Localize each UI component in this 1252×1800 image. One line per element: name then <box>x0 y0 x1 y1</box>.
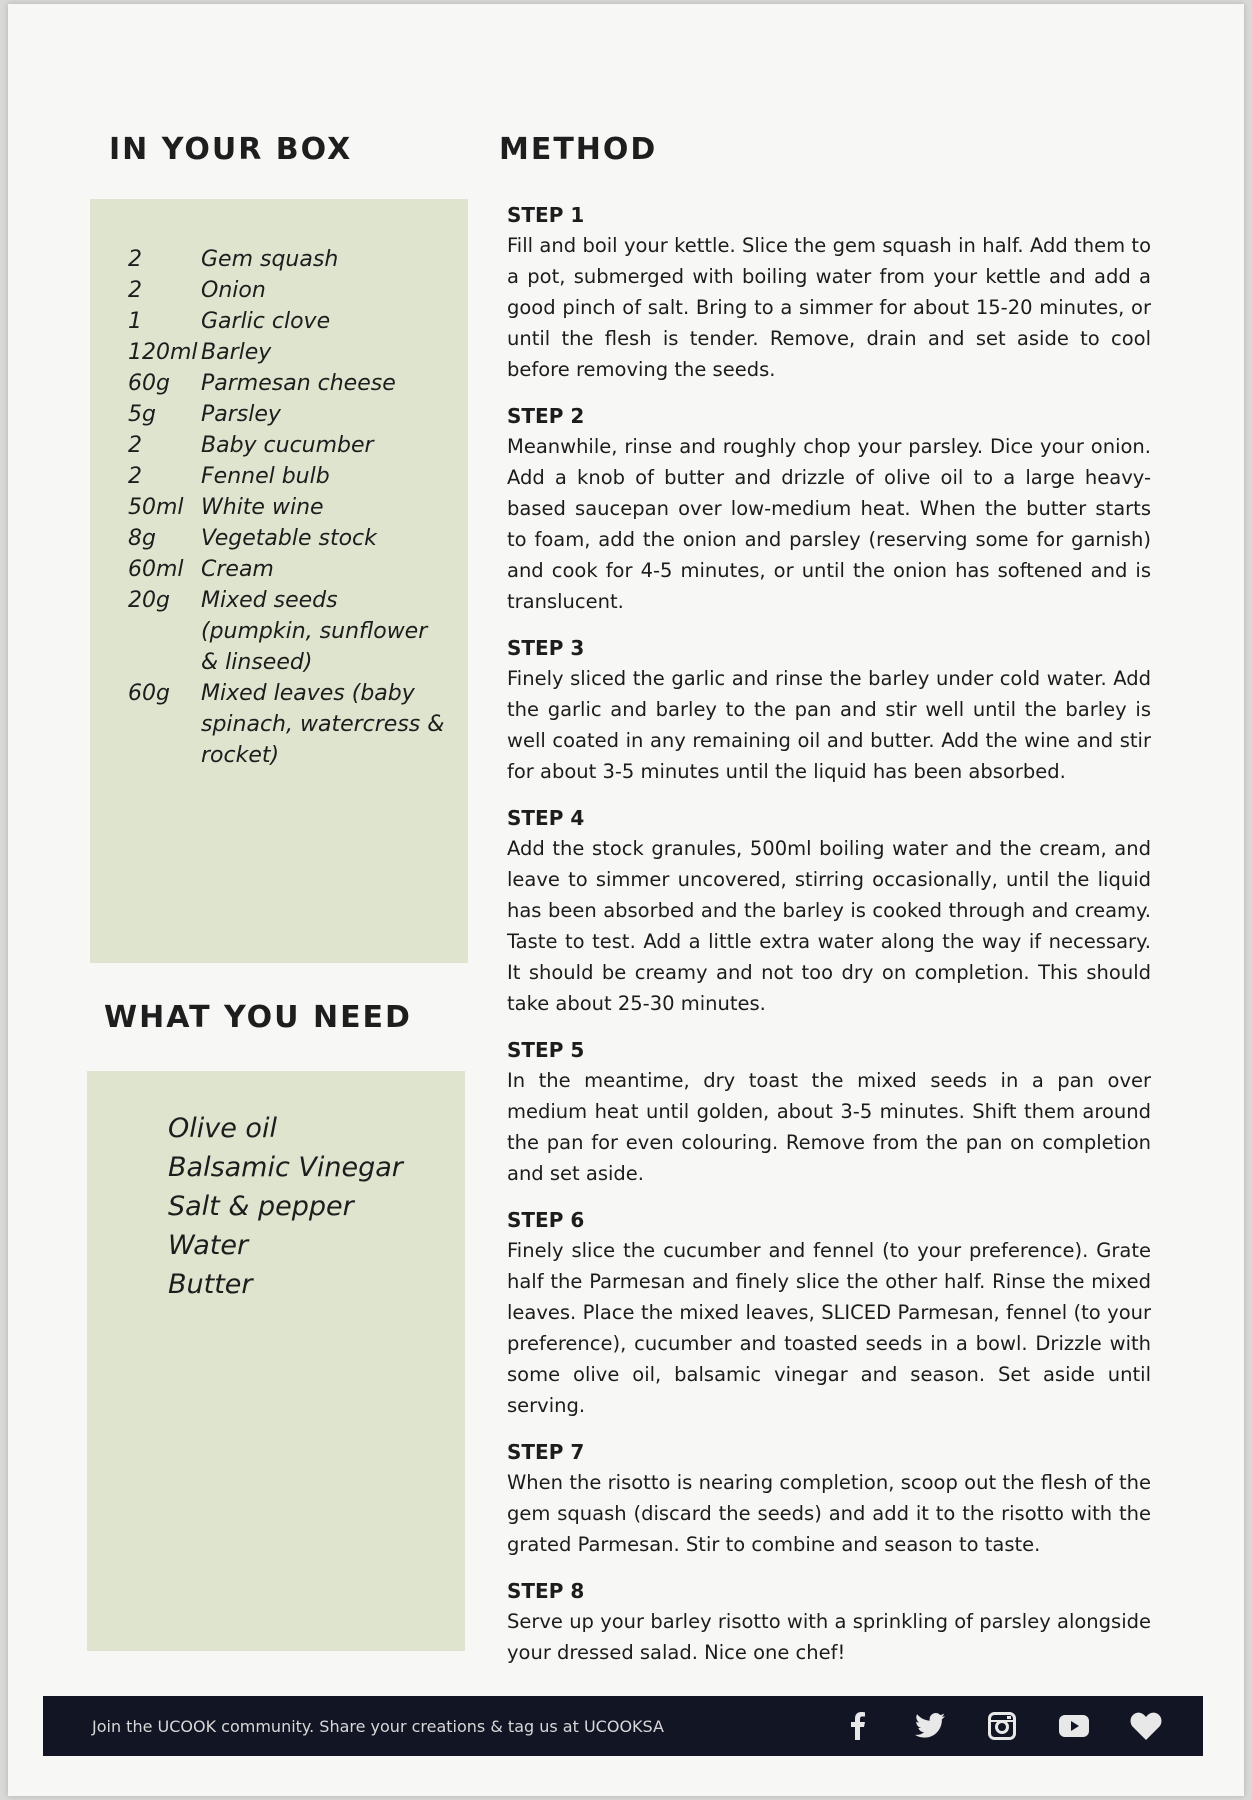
ingredient-name: Mixed leaves (baby spinach, watercress & rocket) <box>201 681 445 768</box>
ingredient-item <box>128 244 448 275</box>
ingredient-item <box>128 678 448 771</box>
method-step <box>507 1437 1151 1560</box>
ingredient-item <box>128 554 448 585</box>
ingredient-quantity: 2 <box>128 278 142 303</box>
ingredient-name: Gem squash <box>201 247 339 272</box>
ingredient-item <box>128 368 448 399</box>
ingredients-list <box>128 244 448 771</box>
what-you-need-heading: WHAT YOU NEED <box>104 1000 412 1035</box>
ingredient-item <box>128 492 448 523</box>
step-title: STEP 4 <box>507 806 585 830</box>
need-item: Butter <box>168 1269 253 1300</box>
method-step <box>507 1205 1151 1421</box>
footer-text: Join the UCOOK community. Share your creations & tag us at UCOOKSA <box>92 1716 664 1736</box>
need-item: Olive oil <box>168 1113 277 1144</box>
twitter-icon[interactable] <box>913 1709 947 1743</box>
ingredient-item <box>128 523 448 554</box>
step-text: When the risotto is nearing completion, scoop out the flesh of the gem squash (discard the seeds) and add it to the risotto with the grated Parmesan. Stir to combine and season to taste. <box>507 1471 1151 1556</box>
facebook-icon[interactable] <box>841 1709 875 1743</box>
ingredient-quantity: 1 <box>128 309 142 334</box>
ingredient-quantity: 5g <box>128 402 156 427</box>
ingredient-name: Cream <box>201 557 274 582</box>
step-text: In the meantime, dry toast the mixed seeds in a pan over medium heat until golden, about 3-5 minutes. Shift them around the pan for even colouring. Remove from the pan on completion and set aside. <box>507 1069 1151 1185</box>
method-step <box>507 803 1151 1019</box>
footer-bar <box>43 1696 1203 1756</box>
ingredient-item <box>128 306 448 337</box>
ingredient-item <box>128 399 448 430</box>
need-item: Balsamic Vinegar <box>168 1152 403 1183</box>
ingredient-quantity: 60g <box>128 681 170 706</box>
ingredient-name: Fennel bulb <box>201 464 330 489</box>
method-steps <box>507 200 1151 1684</box>
ingredient-quantity: 60g <box>128 371 170 396</box>
ingredient-name: Garlic clove <box>201 309 331 334</box>
method-step <box>507 200 1151 385</box>
ingredient-quantity: 2 <box>128 464 142 489</box>
ingredient-quantity: 60ml <box>128 557 184 582</box>
ingredient-name: Baby cucumber <box>201 433 374 458</box>
heart-icon[interactable] <box>1129 1709 1163 1743</box>
instagram-icon[interactable] <box>985 1709 1019 1743</box>
method-step <box>507 1576 1151 1668</box>
ingredient-quantity: 8g <box>128 526 156 551</box>
method-step <box>507 633 1151 787</box>
in-your-box-heading: IN YOUR BOX <box>109 132 353 167</box>
step-text: Fill and boil your kettle. Slice the gem squash in half. Add them to a pot, submerged with boiling water from your kettle and add a good pinch of salt. Bring to a simmer for about 15-20 minutes, or until the flesh is tender. Remove, drain and set aside to cool before removing the seeds. <box>507 234 1151 381</box>
what-you-need-list <box>168 1109 403 1304</box>
method-heading: METHOD <box>499 132 658 167</box>
step-text: Serve up your barley risotto with a sprinkling of parsley alongside your dressed salad. Nice one chef! <box>507 1610 1151 1664</box>
need-item: Salt & pepper <box>168 1191 354 1222</box>
ingredient-item <box>128 430 448 461</box>
ingredient-quantity: 50ml <box>128 495 184 520</box>
ingredient-quantity: 2 <box>128 247 142 272</box>
step-title: STEP 3 <box>507 636 585 660</box>
step-text: Finely sliced the garlic and rinse the barley under cold water. Add the garlic and barley to the pan and stir well until the barley is well coated in any remaining oil and butter. Add the wine and stir for about 3-5 minutes until the liquid has been absorbed. <box>507 667 1151 783</box>
ingredient-name: Vegetable stock <box>201 526 377 551</box>
ingredient-quantity: 120ml <box>128 340 198 365</box>
youtube-icon[interactable] <box>1057 1709 1091 1743</box>
step-text: Add the stock granules, 500ml boiling water and the cream, and leave to simmer uncovered, stirring occasionally, until the liquid has been absorbed and the barley is cooked through and creamy. Taste to test. Add a little extra water along the way if necessary. It should be creamy and not too dry on completion. This should take about 25-30 minutes. <box>507 837 1151 1015</box>
step-title: STEP 8 <box>507 1579 585 1603</box>
step-title: STEP 5 <box>507 1038 585 1062</box>
step-text: Finely slice the cucumber and fennel (to your preference). Grate half the Parmesan and finely slice the other half. Rinse the mixed leaves. Place the mixed leaves, SLICED Parmesan, fennel (to your preference), cucumber and toasted seeds in a bowl. Drizzle with some olive oil, balsamic vinegar and season. Set aside until serving. <box>507 1239 1151 1417</box>
ingredient-item <box>128 337 448 368</box>
ingredient-item <box>128 461 448 492</box>
ingredient-name: White wine <box>201 495 324 520</box>
social-icons <box>841 1709 1163 1743</box>
step-text: Meanwhile, rinse and roughly chop your parsley. Dice your onion. Add a knob of butter and drizzle of olive oil to a large heavy-based saucepan over low-medium heat. When the butter starts to foam, add the onion and parsley (reserving some for garnish) and cook for 4-5 minutes, or until the onion has softened and is translucent. <box>507 435 1151 613</box>
ingredient-item <box>128 275 448 306</box>
ingredient-name: Mixed seeds (pumpkin, sunflower & linseed) <box>201 588 428 675</box>
recipe-card <box>8 4 1244 1796</box>
ingredient-name: Parsley <box>201 402 281 427</box>
ingredient-name: Onion <box>201 278 266 303</box>
step-title: STEP 6 <box>507 1208 585 1232</box>
ingredient-quantity: 2 <box>128 433 142 458</box>
ingredient-quantity: 20g <box>128 588 170 613</box>
ingredient-item <box>128 585 448 678</box>
step-title: STEP 2 <box>507 404 585 428</box>
need-item: Water <box>168 1230 249 1261</box>
step-title: STEP 7 <box>507 1440 585 1464</box>
ingredient-name: Parmesan cheese <box>201 371 396 396</box>
ingredient-name: Barley <box>201 340 272 365</box>
method-step <box>507 1035 1151 1189</box>
method-step <box>507 401 1151 617</box>
step-title: STEP 1 <box>507 203 585 227</box>
